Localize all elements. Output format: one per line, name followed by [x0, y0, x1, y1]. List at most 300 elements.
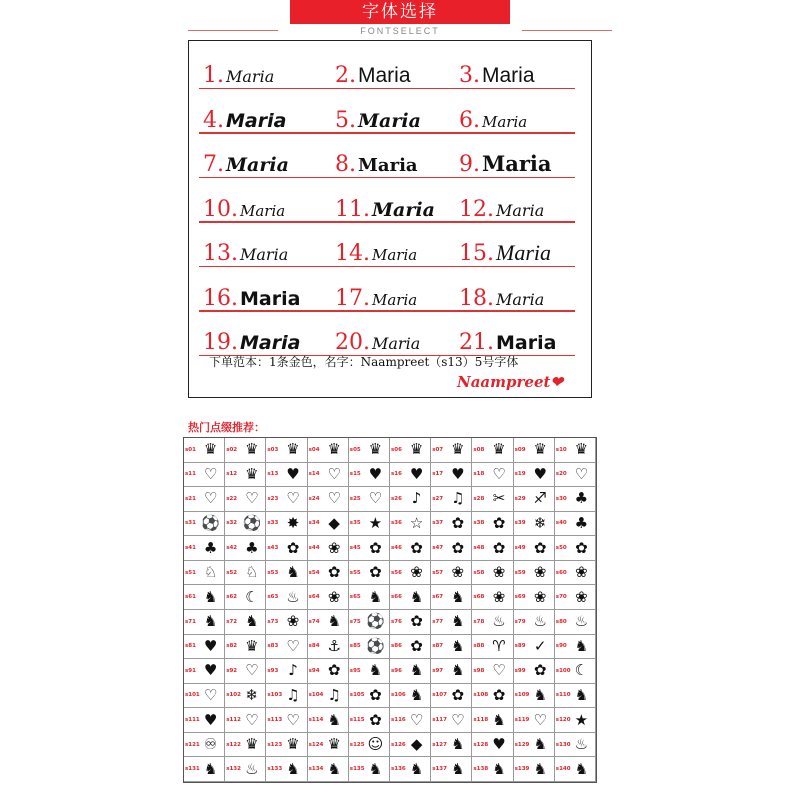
symbol-icon: ❀	[533, 587, 547, 606]
symbol-cell[interactable]	[349, 438, 390, 463]
symbol-cell[interactable]	[184, 635, 225, 660]
symbol-cell[interactable]	[308, 512, 349, 537]
symbol-icon: ♞	[409, 759, 424, 778]
symbols-title: 热门点缀推荐：	[188, 421, 265, 434]
symbol-cell[interactable]	[308, 684, 349, 709]
symbol-cell[interactable]	[390, 757, 431, 782]
symbol-cell[interactable]	[349, 659, 390, 684]
font-option-number: 10.	[203, 196, 238, 222]
font-option-number: 4.	[203, 107, 224, 133]
symbol-cell[interactable]	[266, 487, 307, 512]
symbol-cell[interactable]	[184, 438, 225, 463]
symbol-cell[interactable]	[555, 733, 596, 758]
symbol-icon: ✿	[410, 636, 423, 655]
symbol-cell[interactable]	[349, 635, 390, 660]
font-sample-row	[189, 179, 591, 223]
symbol-cell[interactable]	[390, 512, 431, 537]
symbol-code: s31	[185, 520, 196, 527]
symbol-icon: ♞	[245, 612, 259, 631]
symbol-code: s50	[555, 545, 567, 552]
symbol-code: s100	[555, 667, 571, 674]
symbol-cell[interactable]	[472, 512, 513, 537]
symbol-cell[interactable]	[472, 463, 513, 488]
symbol-code: s128	[473, 741, 489, 748]
symbol-code: s03	[267, 446, 279, 453]
symbol-icon: ✿	[410, 612, 423, 631]
font-option[interactable]	[203, 65, 274, 87]
symbol-cell[interactable]	[308, 487, 349, 512]
symbol-cell[interactable]	[266, 463, 307, 488]
symbol-cell[interactable]	[514, 708, 555, 733]
symbol-cell[interactable]	[472, 708, 513, 733]
symbol-icon: ♣	[574, 513, 589, 532]
symbol-cell[interactable]	[431, 463, 472, 488]
symbol-cell[interactable]	[349, 585, 390, 610]
font-sample-row	[189, 312, 591, 356]
symbol-cell[interactable]	[184, 512, 225, 537]
symbol-icon: ✿	[286, 538, 300, 557]
symbol-cell[interactable]	[308, 733, 349, 758]
symbol-cell[interactable]	[266, 610, 307, 635]
symbol-icon: ♥	[451, 464, 465, 483]
symbol-cell[interactable]	[514, 659, 555, 684]
symbol-cell[interactable]	[266, 438, 307, 463]
symbol-code: s108	[473, 692, 489, 699]
symbol-cell[interactable]	[431, 733, 472, 758]
symbol-cell[interactable]	[308, 659, 349, 684]
symbol-cell[interactable]	[349, 536, 390, 561]
font-option-number: 6.	[459, 107, 480, 133]
symbol-code: s28	[473, 495, 485, 502]
symbol-icon: ✿	[533, 538, 547, 557]
symbol-cell[interactable]	[225, 733, 266, 758]
symbol-cell[interactable]	[184, 733, 225, 758]
symbol-cell[interactable]	[472, 487, 513, 512]
font-option[interactable]	[335, 65, 411, 87]
symbol-cell[interactable]	[472, 561, 513, 586]
symbol-icon: ♫	[451, 489, 465, 508]
symbol-cell[interactable]	[514, 585, 555, 610]
symbol-icon: ♞	[327, 612, 341, 631]
symbol-icon: ❀	[575, 587, 588, 606]
symbol-icon: ☆	[409, 513, 424, 532]
symbol-icon: ✸	[286, 513, 300, 532]
symbol-code: s134	[308, 766, 324, 773]
symbol-icon: ♡	[492, 464, 506, 483]
symbol-icon: ☾	[574, 661, 589, 680]
symbol-cell[interactable]	[514, 463, 555, 488]
font-option-number: 18.	[459, 285, 494, 311]
symbol-cell[interactable]	[472, 659, 513, 684]
symbol-cell[interactable]	[555, 635, 596, 660]
symbol-cell[interactable]	[555, 438, 596, 463]
symbol-cell[interactable]	[308, 463, 349, 488]
symbol-cell[interactable]	[225, 438, 266, 463]
symbol-icon: ✿	[451, 685, 465, 704]
symbol-icon: ♛	[492, 440, 506, 459]
symbol-icon: ♡	[492, 661, 506, 680]
symbol-cell[interactable]	[349, 708, 390, 733]
font-option[interactable]	[335, 107, 421, 133]
font-option[interactable]	[203, 285, 301, 311]
symbol-cell[interactable]	[472, 536, 513, 561]
symbol-cell[interactable]	[308, 536, 349, 561]
symbol-cell[interactable]	[225, 536, 266, 561]
symbol-code: s51	[185, 569, 196, 576]
symbol-cell[interactable]	[349, 463, 390, 488]
symbol-cell[interactable]	[390, 487, 431, 512]
symbol-icon: ♨	[574, 735, 589, 754]
symbol-icon: ♨	[574, 612, 589, 631]
symbol-code: s119	[514, 717, 530, 724]
symbol-cell[interactable]	[472, 610, 513, 635]
font-option[interactable]	[335, 285, 418, 311]
symbol-cell[interactable]	[431, 438, 472, 463]
symbol-icon: ♫	[327, 685, 341, 704]
symbol-cell[interactable]	[472, 684, 513, 709]
symbol-icon: ★	[368, 513, 383, 532]
symbol-cell[interactable]	[184, 536, 225, 561]
symbol-cell[interactable]	[472, 585, 513, 610]
font-option-sample: Maria	[240, 201, 286, 220]
font-option[interactable]	[203, 154, 289, 176]
symbol-cell[interactable]	[184, 708, 225, 733]
font-option[interactable]	[335, 154, 418, 176]
symbol-code: s61	[185, 594, 196, 601]
symbol-cell[interactable]	[184, 757, 225, 782]
symbol-cell[interactable]	[390, 610, 431, 635]
symbol-icon: ♫	[286, 685, 300, 704]
symbol-icon: ♥	[533, 464, 547, 483]
font-option[interactable]	[459, 285, 545, 311]
symbol-cell[interactable]	[308, 438, 349, 463]
symbol-code: s126	[391, 741, 406, 748]
font-option-sample: Maria	[358, 109, 421, 132]
symbol-cell[interactable]	[225, 561, 266, 586]
font-option-number: 16.	[203, 285, 238, 311]
order-example-name: Naampreet❤	[457, 373, 563, 391]
symbol-cell[interactable]	[555, 512, 596, 537]
symbol-cell[interactable]	[266, 536, 307, 561]
symbol-code: s01	[185, 446, 196, 453]
font-option-sample: Maria	[482, 112, 528, 131]
symbol-icon: ♞	[492, 759, 506, 778]
symbol-icon: ♡	[574, 464, 589, 483]
symbol-code: s97	[432, 667, 444, 674]
symbol-cell[interactable]	[514, 561, 555, 586]
symbol-cell[interactable]	[514, 487, 555, 512]
symbol-cell[interactable]	[472, 733, 513, 758]
symbol-cell[interactable]	[514, 536, 555, 561]
symbol-cell[interactable]	[390, 684, 431, 709]
symbol-code: s87	[432, 643, 444, 650]
symbol-code: s36	[391, 520, 402, 527]
symbol-code: s140	[555, 766, 571, 773]
symbol-cell[interactable]	[431, 684, 472, 709]
symbol-cell[interactable]	[308, 757, 349, 782]
font-option[interactable]	[203, 332, 300, 354]
symbol-icon: ✂	[492, 489, 506, 508]
symbol-icon: ♡	[203, 685, 218, 704]
font-option[interactable]	[459, 196, 545, 222]
font-option[interactable]	[459, 153, 552, 176]
symbol-code: s80	[555, 618, 567, 625]
symbol-cell[interactable]	[184, 659, 225, 684]
symbol-cell[interactable]	[555, 684, 596, 709]
symbol-cell[interactable]	[555, 659, 596, 684]
symbol-cell[interactable]	[431, 610, 472, 635]
symbol-cell[interactable]	[349, 561, 390, 586]
font-option-number: 9.	[459, 152, 480, 177]
symbol-icon: ☺	[367, 735, 384, 754]
symbol-cell[interactable]	[555, 708, 596, 733]
symbol-cell[interactable]	[225, 610, 266, 635]
symbol-cell[interactable]	[431, 659, 472, 684]
symbol-code: s39	[514, 520, 526, 527]
symbol-icon: ♡	[203, 489, 218, 508]
symbol-cell[interactable]	[184, 561, 225, 586]
symbol-code: s19	[514, 471, 526, 478]
font-option[interactable]	[459, 65, 535, 87]
symbol-code: s122	[226, 741, 241, 748]
symbol-cell[interactable]	[308, 635, 349, 660]
symbol-cell[interactable]	[266, 635, 307, 660]
symbol-icon: ✓	[533, 636, 547, 655]
symbol-cell[interactable]	[390, 536, 431, 561]
symbol-cell[interactable]	[225, 684, 266, 709]
font-option-number: 11.	[335, 196, 370, 222]
symbol-cell[interactable]	[472, 635, 513, 660]
symbol-code: s62	[226, 594, 238, 601]
symbol-cell[interactable]	[390, 561, 431, 586]
symbol-cell[interactable]	[514, 438, 555, 463]
symbol-cell[interactable]	[555, 610, 596, 635]
symbol-cell[interactable]	[349, 684, 390, 709]
symbol-code: s72	[226, 618, 238, 625]
symbol-code: s118	[473, 717, 489, 724]
symbol-cell[interactable]	[555, 463, 596, 488]
symbol-cell[interactable]	[266, 757, 307, 782]
symbol-icon: ♞	[286, 563, 300, 582]
symbol-code: s48	[473, 545, 485, 552]
symbol-code: s04	[308, 446, 320, 453]
symbol-cell[interactable]	[184, 684, 225, 709]
symbol-icon: ♞	[203, 759, 218, 778]
symbol-code: s124	[308, 741, 324, 748]
font-sample-row	[189, 134, 591, 178]
font-option[interactable]	[459, 107, 528, 133]
symbol-cell[interactable]	[555, 561, 596, 586]
symbol-code: s56	[391, 569, 402, 576]
font-option[interactable]	[335, 243, 417, 265]
symbol-code: s14	[308, 471, 320, 478]
symbol-cell[interactable]	[349, 733, 390, 758]
symbol-cell[interactable]	[514, 733, 555, 758]
symbol-icon: ♞	[286, 759, 300, 778]
symbol-cell[interactable]	[266, 512, 307, 537]
symbol-cell[interactable]	[431, 561, 472, 586]
symbol-cell[interactable]	[225, 659, 266, 684]
symbol-cell[interactable]	[431, 536, 472, 561]
symbol-icon: ♛	[451, 440, 465, 459]
symbol-icon: ✿	[369, 538, 382, 557]
symbol-icon: ✿	[369, 710, 382, 729]
symbol-cell[interactable]	[431, 487, 472, 512]
symbol-code: s136	[391, 766, 406, 773]
symbol-cell[interactable]	[514, 635, 555, 660]
font-option[interactable]	[203, 196, 286, 222]
symbol-code: s11	[185, 471, 196, 478]
symbol-cell[interactable]	[431, 585, 472, 610]
symbol-icon: ♞	[451, 587, 465, 606]
symbol-cell[interactable]	[266, 659, 307, 684]
symbol-cell[interactable]	[514, 512, 555, 537]
symbol-cell[interactable]	[308, 708, 349, 733]
symbol-cell[interactable]	[184, 585, 225, 610]
font-option-number: 13.	[203, 241, 238, 266]
symbol-code: s26	[391, 495, 402, 502]
symbol-cell[interactable]	[184, 463, 225, 488]
symbol-code: s10	[555, 446, 567, 453]
symbol-icon: ♡	[286, 636, 300, 655]
symbol-code: s85	[349, 643, 361, 650]
symbol-cell[interactable]	[225, 463, 266, 488]
symbol-icon: ✿	[369, 685, 382, 704]
symbol-icon: ◆	[410, 735, 423, 754]
symbol-icon: ♞	[327, 710, 341, 729]
symbol-code: s102	[226, 692, 241, 699]
symbol-cell[interactable]	[225, 757, 266, 782]
symbol-cell[interactable]	[184, 487, 225, 512]
symbol-cell[interactable]	[225, 487, 266, 512]
symbol-code: s84	[308, 643, 320, 650]
symbol-icon: ♞	[574, 759, 589, 778]
symbol-icon: ✿	[492, 538, 506, 557]
symbol-cell[interactable]	[390, 708, 431, 733]
symbol-icon: ♞	[451, 612, 465, 631]
symbol-cell[interactable]	[472, 438, 513, 463]
symbol-code: s110	[555, 692, 571, 699]
symbol-cell[interactable]	[308, 585, 349, 610]
symbol-cell[interactable]	[555, 536, 596, 561]
symbol-cell[interactable]	[431, 757, 472, 782]
symbol-icon: ♞	[574, 685, 589, 704]
symbol-icon: ♞	[533, 685, 547, 704]
symbol-cell[interactable]	[266, 733, 307, 758]
symbol-icon: ♞	[533, 759, 547, 778]
font-option-sample: Maria	[226, 109, 287, 132]
symbol-cell[interactable]	[184, 610, 225, 635]
symbol-cell[interactable]	[349, 487, 390, 512]
symbol-icon: ♛	[286, 735, 300, 754]
symbol-cell[interactable]	[431, 708, 472, 733]
font-option[interactable]	[459, 332, 556, 354]
symbol-code: s27	[432, 495, 444, 502]
symbol-icon: ♡	[327, 464, 341, 483]
symbol-cell[interactable]	[514, 757, 555, 782]
symbol-code: s57	[432, 569, 444, 576]
symbol-code: s25	[349, 495, 361, 502]
symbol-cell[interactable]	[266, 561, 307, 586]
symbol-code: s132	[226, 766, 241, 773]
symbol-cell[interactable]	[308, 561, 349, 586]
symbol-cell[interactable]	[472, 757, 513, 782]
symbol-code: s73	[267, 618, 279, 625]
symbol-cell[interactable]	[390, 659, 431, 684]
symbol-code: s47	[432, 545, 444, 552]
symbol-cell[interactable]	[390, 635, 431, 660]
symbol-cell[interactable]	[266, 684, 307, 709]
symbol-cell[interactable]	[225, 585, 266, 610]
symbol-icon: ⚽	[366, 636, 385, 655]
symbol-code: s78	[473, 618, 485, 625]
symbol-cell[interactable]	[514, 684, 555, 709]
symbol-code: s55	[349, 569, 361, 576]
symbol-cell[interactable]	[349, 512, 390, 537]
symbol-cell[interactable]	[555, 585, 596, 610]
symbol-code: s81	[185, 643, 196, 650]
symbol-icon: ⚽	[201, 513, 220, 532]
symbol-icon: ♞	[203, 587, 218, 606]
symbol-cell[interactable]	[390, 733, 431, 758]
font-option[interactable]	[335, 332, 420, 354]
symbol-code: s92	[226, 667, 238, 674]
symbol-cell[interactable]	[390, 463, 431, 488]
symbol-code: s121	[185, 741, 200, 748]
symbol-cell[interactable]	[390, 438, 431, 463]
symbol-cell[interactable]	[431, 635, 472, 660]
symbol-code: s29	[514, 495, 526, 502]
order-example-text: 下单范本：1条金色，名字：Naampreet（s13）5号字体	[209, 355, 519, 369]
symbol-cell[interactable]	[514, 610, 555, 635]
symbol-code: s86	[391, 643, 402, 650]
symbol-cell[interactable]	[349, 757, 390, 782]
symbol-icon: ✿	[492, 685, 506, 704]
font-option[interactable]	[459, 242, 551, 265]
symbol-cell[interactable]	[431, 512, 472, 537]
font-option-number: 14.	[335, 241, 370, 266]
symbol-code: s24	[308, 495, 320, 502]
symbol-cell[interactable]	[225, 635, 266, 660]
font-option[interactable]	[335, 196, 435, 222]
symbol-icon: ♞	[368, 759, 383, 778]
symbol-code: s20	[555, 471, 567, 478]
symbol-cell[interactable]	[225, 708, 266, 733]
symbol-cell[interactable]	[225, 512, 266, 537]
symbol-cell[interactable]	[266, 585, 307, 610]
symbol-code: s46	[391, 545, 402, 552]
symbol-code: s05	[349, 446, 361, 453]
symbol-code: s109	[514, 692, 530, 699]
symbol-code: s130	[555, 741, 571, 748]
symbol-icon: ✿	[410, 538, 423, 557]
symbol-cell[interactable]	[308, 610, 349, 635]
font-option-number: 17.	[335, 285, 370, 311]
symbol-cell[interactable]	[390, 585, 431, 610]
symbol-icon: ♡	[203, 464, 218, 483]
font-option-number: 19.	[203, 330, 238, 355]
symbol-cell[interactable]	[555, 487, 596, 512]
symbol-cell[interactable]	[349, 610, 390, 635]
symbol-icon: ◆	[328, 513, 340, 532]
symbol-code: s98	[473, 667, 485, 674]
symbol-code: s68	[473, 594, 485, 601]
symbol-icon: ❀	[410, 563, 423, 582]
font-option[interactable]	[203, 243, 288, 265]
symbol-cell[interactable]	[555, 757, 596, 782]
font-option[interactable]	[203, 107, 287, 133]
symbol-cell[interactable]	[266, 708, 307, 733]
